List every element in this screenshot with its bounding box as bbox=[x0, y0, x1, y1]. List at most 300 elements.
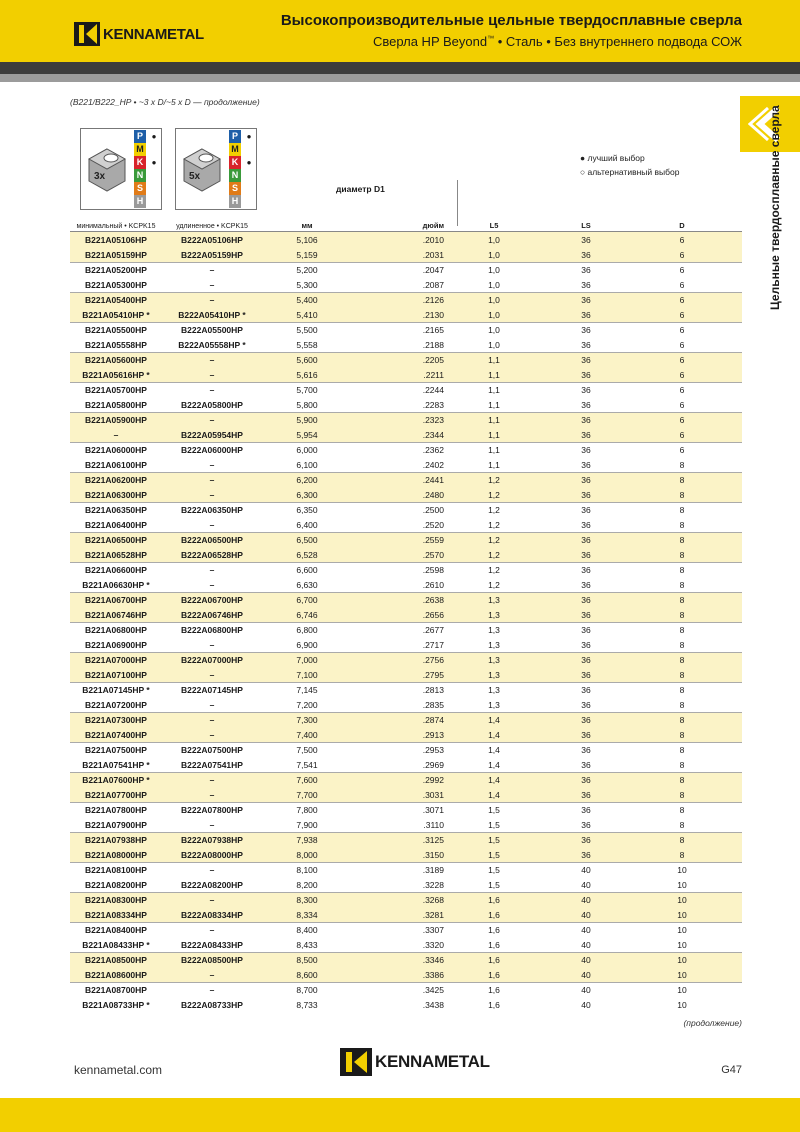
cell-ls: 36 bbox=[581, 489, 591, 500]
cell-diameter-mm: 6,528 bbox=[296, 549, 318, 560]
cell-diameter-inch: .2362 bbox=[422, 445, 444, 455]
table-row bbox=[70, 622, 742, 637]
cell-d: 8 bbox=[679, 579, 685, 590]
cell-diameter-inch: .3346 bbox=[422, 955, 444, 965]
best-choice-dot-icon: ● bbox=[246, 158, 252, 167]
cell-diameter-inch: .2211 bbox=[423, 369, 444, 380]
iso-h: H bbox=[134, 195, 146, 208]
table-row bbox=[70, 277, 742, 292]
col-header-mm: мм bbox=[301, 221, 313, 230]
cell-d: 8 bbox=[679, 595, 685, 605]
cell-d: 8 bbox=[679, 639, 685, 650]
cell-extended-code: – bbox=[209, 699, 215, 710]
table-row bbox=[70, 847, 742, 862]
cell-diameter-mm: 7,900 bbox=[296, 819, 318, 830]
cell-l5: 1,6 bbox=[488, 895, 500, 905]
cell-standard-code: B221A05410HP * bbox=[82, 309, 150, 320]
cell-standard-code: B221A06300HP bbox=[85, 489, 147, 500]
cell-diameter-inch: .2813 bbox=[422, 685, 444, 695]
cell-extended-code: B222A05800HP bbox=[181, 399, 243, 410]
cell-standard-code: B221A07900HP bbox=[85, 819, 147, 830]
table-row bbox=[70, 562, 742, 577]
cell-extended-code: – bbox=[209, 385, 215, 395]
table-body bbox=[70, 232, 742, 1012]
table-row bbox=[70, 667, 742, 682]
best-choice-dot-icon: ● bbox=[246, 132, 252, 141]
cell-diameter-inch: .3150 bbox=[422, 849, 444, 860]
cell-l5: 1,4 bbox=[488, 775, 500, 785]
cell-l5: 1,2 bbox=[488, 505, 500, 515]
cell-diameter-inch: .3281 bbox=[422, 909, 444, 920]
cell-l5: 1,2 bbox=[488, 475, 500, 485]
iso-n: N bbox=[134, 169, 146, 182]
cell-d: 8 bbox=[679, 459, 685, 470]
cell-diameter-mm: 6,200 bbox=[296, 475, 318, 485]
cell-l5: 1,0 bbox=[488, 339, 500, 350]
cell-diameter-mm: 8,100 bbox=[296, 865, 318, 875]
cell-diameter-inch: .3425 bbox=[422, 985, 444, 995]
cell-ls: 36 bbox=[581, 775, 591, 785]
table-row bbox=[70, 727, 742, 742]
cell-l5: 1,2 bbox=[488, 489, 500, 500]
page-number: G47 bbox=[721, 1064, 742, 1076]
cell-d: 6 bbox=[679, 415, 685, 425]
cell-diameter-mm: 8,700 bbox=[296, 985, 318, 995]
cell-d: 6 bbox=[679, 399, 685, 410]
cell-diameter-inch: .2717 bbox=[422, 639, 444, 650]
cell-l5: 1,4 bbox=[488, 745, 500, 755]
cell-d: 8 bbox=[679, 535, 685, 545]
table-row bbox=[70, 877, 742, 892]
iso-s: S bbox=[229, 182, 241, 195]
cell-standard-code: B221A05900HP bbox=[85, 415, 147, 425]
cell-diameter-inch: .2165 bbox=[422, 325, 444, 335]
cell-diameter-mm: 5,200 bbox=[296, 265, 318, 275]
cell-standard-code: B221A05106HP bbox=[85, 234, 147, 245]
cell-d: 6 bbox=[679, 309, 685, 320]
cell-l5: 1,0 bbox=[488, 325, 500, 335]
cell-d: 8 bbox=[679, 849, 685, 860]
cell-d: 6 bbox=[679, 234, 685, 245]
table-row bbox=[70, 397, 742, 412]
cell-ls: 36 bbox=[581, 249, 591, 260]
cell-extended-code: – bbox=[209, 369, 215, 380]
table-row bbox=[70, 427, 742, 442]
cell-diameter-inch: .2520 bbox=[422, 519, 444, 530]
cell-diameter-inch: .3268 bbox=[422, 895, 444, 905]
cell-l5: 1,3 bbox=[488, 609, 500, 620]
cell-d: 8 bbox=[679, 505, 685, 515]
cell-standard-code: B221A05500HP bbox=[85, 325, 147, 335]
legend-best-choice: ● лучший выбор bbox=[580, 153, 645, 163]
cell-standard-code: B221A07400HP bbox=[85, 729, 147, 740]
table-row bbox=[70, 352, 742, 367]
cell-diameter-inch: .3228 bbox=[422, 879, 444, 890]
table-row bbox=[70, 487, 742, 502]
cell-diameter-inch: .2283 bbox=[422, 399, 444, 410]
cell-extended-code: – bbox=[209, 415, 215, 425]
cell-diameter-mm: 5,400 bbox=[296, 295, 318, 305]
cell-diameter-inch: .3031 bbox=[422, 789, 444, 800]
cell-ls: 40 bbox=[581, 985, 591, 995]
cell-standard-code: B221A07541HP * bbox=[82, 759, 150, 770]
cell-ls: 36 bbox=[581, 579, 591, 590]
cell-extended-code: – bbox=[209, 775, 215, 785]
cell-extended-code: B222A05954HP bbox=[181, 429, 243, 440]
cell-diameter-mm: 7,300 bbox=[296, 715, 318, 725]
cell-diameter-mm: 7,000 bbox=[296, 655, 318, 665]
cell-l5: 1,5 bbox=[488, 819, 500, 830]
material-box-3x bbox=[80, 128, 162, 210]
col-header-d: D bbox=[679, 221, 685, 230]
cell-standard-code: B221A08500HP bbox=[85, 955, 147, 965]
cell-d: 6 bbox=[679, 385, 685, 395]
cell-diameter-mm: 7,500 bbox=[296, 745, 318, 755]
cell-d: 6 bbox=[679, 369, 685, 380]
cell-extended-code: – bbox=[209, 925, 215, 935]
cell-ls: 36 bbox=[581, 355, 591, 365]
cell-ls: 36 bbox=[581, 535, 591, 545]
cell-standard-code: B221A05159HP bbox=[85, 249, 147, 260]
cell-standard-code: B221A05700HP bbox=[85, 385, 147, 395]
cell-diameter-mm: 5,954 bbox=[296, 429, 318, 440]
cell-d: 10 bbox=[677, 925, 687, 935]
cell-extended-code: B222A06700HP bbox=[181, 595, 243, 605]
cell-diameter-inch: .3125 bbox=[422, 835, 444, 845]
cell-diameter-mm: 6,800 bbox=[296, 625, 318, 635]
footer-url[interactable]: kennametal.com bbox=[74, 1063, 163, 1077]
cell-standard-code: B221A08600HP bbox=[85, 969, 147, 980]
cell-ls: 36 bbox=[581, 385, 591, 395]
col-header-standard: минимальный • KCPK15 bbox=[76, 223, 156, 230]
table-row bbox=[70, 337, 742, 352]
iso-k: K bbox=[229, 156, 241, 169]
cell-diameter-mm: 6,630 bbox=[296, 579, 318, 590]
cell-ls: 36 bbox=[581, 399, 591, 410]
cell-standard-code: B221A07200HP bbox=[85, 699, 147, 710]
cell-d: 8 bbox=[679, 789, 685, 800]
cell-ls: 36 bbox=[581, 669, 591, 680]
cell-l5: 1,0 bbox=[488, 309, 500, 320]
cell-d: 8 bbox=[679, 609, 685, 620]
cell-l5: 1,5 bbox=[488, 849, 500, 860]
cell-d: 10 bbox=[677, 999, 687, 1010]
col-header-l5: L5 bbox=[489, 221, 499, 230]
cell-d: 6 bbox=[679, 339, 685, 350]
cell-ls: 36 bbox=[581, 309, 591, 320]
cell-l5: 1,4 bbox=[488, 759, 500, 770]
col-header-inch: дюйм bbox=[422, 221, 444, 230]
table-row bbox=[70, 712, 742, 727]
cell-ls: 36 bbox=[581, 819, 591, 830]
cell-extended-code: – bbox=[209, 669, 215, 680]
best-choice-dot-icon: ● bbox=[151, 132, 157, 141]
cell-ls: 40 bbox=[581, 879, 591, 890]
cell-diameter-inch: .2953 bbox=[422, 745, 444, 755]
cell-d: 6 bbox=[679, 249, 685, 260]
col-header-ls: LS bbox=[581, 221, 591, 230]
cell-l5: 1,6 bbox=[488, 985, 500, 995]
cell-d: 8 bbox=[679, 819, 685, 830]
page-title: Высокопроизводительные цельные твердосплавные сверла bbox=[280, 12, 742, 29]
cell-standard-code: B221A06200HP bbox=[85, 475, 147, 485]
cell-standard-code: B221A05200HP bbox=[85, 265, 147, 275]
cell-l5: 1,5 bbox=[488, 835, 500, 845]
cell-diameter-inch: .2992 bbox=[422, 775, 444, 785]
cell-ls: 40 bbox=[581, 925, 591, 935]
cell-diameter-mm: 6,350 bbox=[296, 505, 318, 515]
cell-diameter-inch: .2188 bbox=[422, 339, 444, 350]
cell-d: 6 bbox=[679, 279, 685, 290]
cell-extended-code: B222A06500HP bbox=[181, 535, 243, 545]
cell-diameter-mm: 8,400 bbox=[296, 925, 318, 935]
cell-diameter-mm: 5,900 bbox=[296, 415, 318, 425]
cell-l5: 1,4 bbox=[488, 729, 500, 740]
cell-standard-code: B221A06800HP bbox=[85, 625, 147, 635]
iso-material-column bbox=[134, 130, 146, 208]
cell-standard-code: B221A07000HP bbox=[85, 655, 147, 665]
cell-diameter-inch: .2874 bbox=[422, 715, 444, 725]
iso-h: H bbox=[229, 195, 241, 208]
cell-ls: 36 bbox=[581, 609, 591, 620]
cell-d: 8 bbox=[679, 549, 685, 560]
cell-extended-code: – bbox=[209, 639, 215, 650]
cell-d: 6 bbox=[679, 265, 685, 275]
cell-diameter-inch: .3110 bbox=[423, 819, 444, 830]
cell-diameter-mm: 8,000 bbox=[296, 849, 318, 860]
cell-l5: 1,1 bbox=[488, 459, 500, 470]
cell-diameter-inch: .2010 bbox=[422, 234, 444, 245]
cell-diameter-inch: .2344 bbox=[422, 429, 444, 440]
legend-alternative-choice: ○ альтернативный выбор bbox=[580, 167, 680, 177]
cell-standard-code: B221A06350HP bbox=[85, 505, 147, 515]
cell-standard-code: B221A06700HP bbox=[85, 595, 147, 605]
cell-diameter-mm: 5,700 bbox=[296, 385, 318, 395]
material-box-5x bbox=[175, 128, 257, 210]
cell-diameter-inch: .2047 bbox=[422, 265, 444, 275]
cell-extended-code: – bbox=[209, 715, 215, 725]
continued-footer-note: (продолжение) bbox=[683, 1018, 742, 1028]
cell-extended-code: B222A06746HP bbox=[181, 609, 243, 620]
cell-diameter-mm: 6,300 bbox=[296, 489, 318, 500]
cell-ls: 36 bbox=[581, 789, 591, 800]
cell-l5: 1,0 bbox=[488, 234, 500, 245]
cell-standard-code: B221A06630HP * bbox=[82, 579, 150, 590]
cell-l5: 1,1 bbox=[488, 445, 500, 455]
cell-l5: 1,6 bbox=[488, 909, 500, 920]
cell-extended-code: B222A06000HP bbox=[181, 445, 243, 455]
cell-extended-code: B222A08000HP bbox=[181, 849, 243, 860]
section-tab-label: Цельные твердосплавные сверла bbox=[768, 105, 782, 310]
table-row bbox=[70, 262, 742, 277]
cell-l5: 1,3 bbox=[488, 685, 500, 695]
cell-extended-code: – bbox=[209, 279, 215, 290]
cell-d: 10 bbox=[677, 879, 687, 890]
table-row bbox=[70, 322, 742, 337]
cell-ls: 36 bbox=[581, 759, 591, 770]
drill-table bbox=[70, 218, 742, 1012]
cell-ls: 36 bbox=[581, 805, 591, 815]
cell-d: 10 bbox=[677, 969, 687, 980]
cell-l5: 1,1 bbox=[488, 415, 500, 425]
cell-diameter-inch: .2087 bbox=[422, 279, 444, 290]
cell-standard-code: B221A08000HP bbox=[85, 849, 147, 860]
kennametal-k-icon bbox=[74, 22, 100, 46]
cell-d: 10 bbox=[677, 939, 687, 950]
cell-extended-code: B222A06528HP bbox=[181, 549, 243, 560]
cell-extended-code: – bbox=[209, 579, 215, 590]
cell-diameter-mm: 7,800 bbox=[296, 805, 318, 815]
cell-d: 8 bbox=[679, 699, 685, 710]
cell-d: 8 bbox=[679, 835, 685, 845]
cell-standard-code: B221A07100HP bbox=[85, 669, 147, 680]
cell-extended-code: – bbox=[209, 819, 215, 830]
cell-diameter-inch: .2441 bbox=[422, 475, 444, 485]
continued-note: (B221/B222_HP • ~3 x D/~5 x D — продолжение) bbox=[70, 97, 260, 107]
cell-d: 10 bbox=[677, 909, 687, 920]
table-row bbox=[70, 982, 742, 997]
cell-diameter-mm: 6,746 bbox=[296, 609, 318, 620]
cell-extended-code: – bbox=[209, 865, 215, 875]
cell-l5: 1,6 bbox=[488, 925, 500, 935]
cell-diameter-inch: .2570 bbox=[422, 549, 444, 560]
table-row bbox=[70, 517, 742, 532]
cell-extended-code: B222A08200HP bbox=[181, 879, 243, 890]
logo-text: KENNAMETAL bbox=[103, 25, 204, 43]
cell-d: 10 bbox=[677, 865, 687, 875]
cell-diameter-inch: .2656 bbox=[422, 609, 444, 620]
cell-d: 8 bbox=[679, 669, 685, 680]
table-row bbox=[70, 967, 742, 982]
cell-diameter-inch: .2835 bbox=[422, 699, 444, 710]
cell-diameter-inch: .3307 bbox=[422, 925, 444, 935]
cell-extended-code: B222A08500HP bbox=[181, 955, 243, 965]
cell-ls: 36 bbox=[581, 685, 591, 695]
cell-ls: 36 bbox=[581, 745, 591, 755]
table-row bbox=[70, 742, 742, 757]
cell-diameter-mm: 6,500 bbox=[296, 535, 318, 545]
table-row bbox=[70, 232, 742, 247]
cell-d: 8 bbox=[679, 625, 685, 635]
cell-extended-code: – bbox=[209, 295, 215, 305]
cell-diameter-mm: 5,300 bbox=[296, 279, 318, 290]
cell-standard-code: B221A07938HP bbox=[85, 835, 147, 845]
cell-diameter-mm: 6,600 bbox=[296, 565, 318, 575]
cell-diameter-mm: 8,334 bbox=[296, 909, 318, 920]
table-row bbox=[70, 457, 742, 472]
cell-standard-code: B221A07300HP bbox=[85, 715, 147, 725]
cell-d: 8 bbox=[679, 729, 685, 740]
cell-ls: 36 bbox=[581, 849, 591, 860]
cell-l5: 1,1 bbox=[488, 369, 500, 380]
footer-band bbox=[0, 1098, 800, 1132]
table-row bbox=[70, 592, 742, 607]
cell-l5: 1,3 bbox=[488, 639, 500, 650]
cell-diameter-mm: 6,100 bbox=[296, 459, 318, 470]
table-row bbox=[70, 832, 742, 847]
table-row bbox=[70, 247, 742, 262]
cell-diameter-mm: 5,410 bbox=[296, 309, 318, 320]
cell-standard-code: B221A05300HP bbox=[85, 279, 147, 290]
col-header-extended: удлиненное • KCPK15 bbox=[176, 223, 248, 230]
cell-extended-code: – bbox=[209, 729, 215, 740]
cell-extended-code: B222A08334HP bbox=[181, 909, 243, 920]
cell-diameter-inch: .2031 bbox=[422, 249, 444, 260]
cell-diameter-mm: 5,600 bbox=[296, 355, 318, 365]
cell-ls: 36 bbox=[581, 595, 591, 605]
cell-diameter-mm: 6,400 bbox=[296, 519, 318, 530]
cell-diameter-inch: .2244 bbox=[422, 385, 444, 395]
cell-diameter-inch: .2969 bbox=[422, 759, 444, 770]
cell-extended-code: – bbox=[209, 789, 215, 800]
cell-diameter-mm: 6,700 bbox=[296, 595, 318, 605]
cell-extended-code: B222A05500HP bbox=[181, 325, 243, 335]
table-row bbox=[70, 472, 742, 487]
cell-standard-code: B221A07800HP bbox=[85, 805, 147, 815]
cell-standard-code: – bbox=[113, 429, 119, 440]
cell-d: 8 bbox=[679, 715, 685, 725]
cell-diameter-mm: 5,106 bbox=[296, 234, 318, 245]
cell-d: 8 bbox=[679, 805, 685, 815]
cell-standard-code: B221A08400HP bbox=[85, 925, 147, 935]
cell-standard-code: B221A08733HP * bbox=[82, 999, 150, 1010]
cell-diameter-mm: 7,200 bbox=[296, 699, 318, 710]
cell-l5: 1,3 bbox=[488, 655, 500, 665]
table-row bbox=[70, 652, 742, 667]
cell-diameter-inch: .2126 bbox=[422, 295, 444, 305]
cell-standard-code: B221A06600HP bbox=[85, 565, 147, 575]
cell-ls: 36 bbox=[581, 655, 591, 665]
table-row bbox=[70, 952, 742, 967]
table-row bbox=[70, 532, 742, 547]
cell-l5: 1,3 bbox=[488, 595, 500, 605]
cell-diameter-mm: 5,558 bbox=[296, 339, 318, 350]
cell-ls: 36 bbox=[581, 325, 591, 335]
cell-ls: 36 bbox=[581, 445, 591, 455]
footer-kennametal-logo bbox=[340, 1048, 490, 1076]
cell-diameter-inch: .3438 bbox=[422, 999, 444, 1010]
cell-diameter-mm: 8,733 bbox=[296, 999, 318, 1010]
iso-m: M bbox=[134, 143, 146, 156]
cell-diameter-inch: .3071 bbox=[422, 805, 444, 815]
cell-l5: 1,6 bbox=[488, 969, 500, 980]
page-subtitle: Сверла HP Beyond™ • Сталь • Без внутреннего подвода СОЖ bbox=[372, 34, 742, 49]
cell-d: 8 bbox=[679, 655, 685, 665]
cell-extended-code: – bbox=[209, 519, 215, 530]
legend bbox=[580, 153, 679, 181]
cell-ls: 36 bbox=[581, 265, 591, 275]
cell-ls: 40 bbox=[581, 895, 591, 905]
table-header bbox=[70, 218, 742, 232]
cell-extended-code: B222A06350HP bbox=[181, 505, 243, 515]
cell-l5: 1,5 bbox=[488, 879, 500, 890]
cell-l5: 1,5 bbox=[488, 805, 500, 815]
table-row bbox=[70, 442, 742, 457]
cell-ls: 40 bbox=[581, 969, 591, 980]
kennametal-logo bbox=[74, 22, 204, 46]
table-row bbox=[70, 922, 742, 937]
cell-standard-code: B221A07600HP * bbox=[82, 775, 150, 785]
cell-diameter-mm: 5,800 bbox=[296, 399, 318, 410]
cell-ls: 36 bbox=[581, 549, 591, 560]
cell-diameter-mm: 7,100 bbox=[296, 669, 318, 680]
table-row bbox=[70, 757, 742, 772]
cell-extended-code: B222A07000HP bbox=[181, 655, 243, 665]
cell-standard-code: B221A05600HP bbox=[85, 355, 147, 365]
best-choice-dot-icon: ● bbox=[151, 158, 157, 167]
table-row bbox=[70, 382, 742, 397]
cell-l5: 1,0 bbox=[488, 249, 500, 260]
